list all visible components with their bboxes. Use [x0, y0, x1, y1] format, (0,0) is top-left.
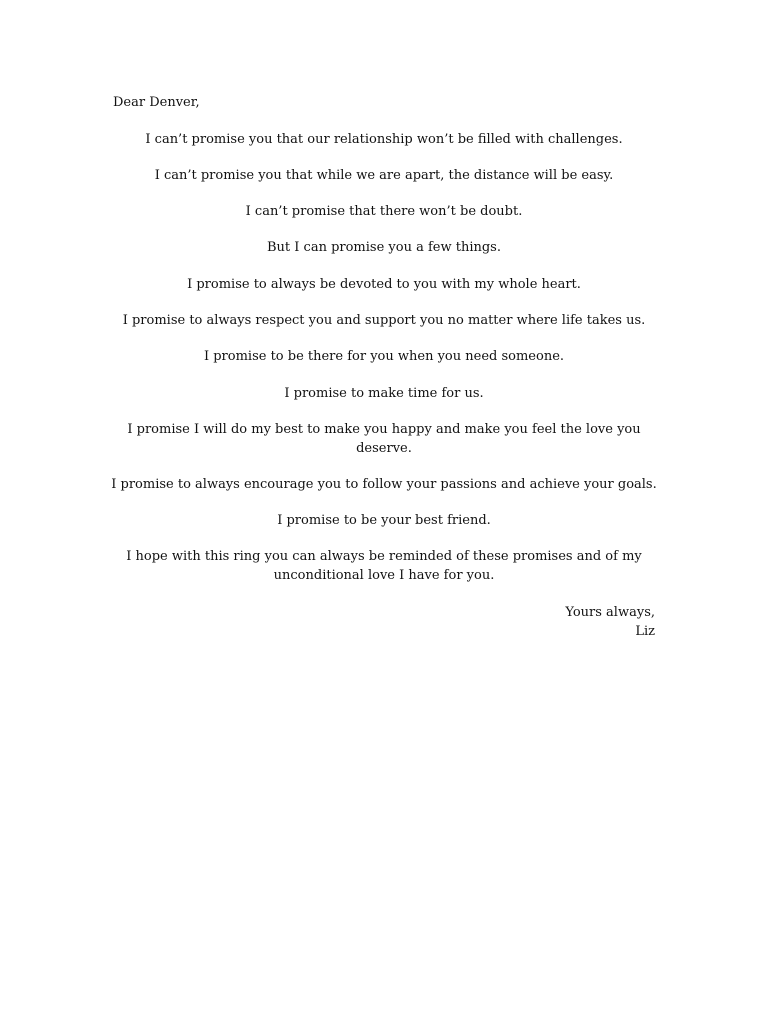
- paragraph: I promise to be there for you when you need someone.: [203, 349, 565, 364]
- paragraph: I promise to always be devoted to you with my whole heart.: [187, 277, 581, 292]
- paragraph: I promise to always respect you and support you no matter where life takes us.: [122, 313, 646, 328]
- paragraph: I promise to always encourage you to follow your passions and achieve your goals.: [111, 477, 657, 492]
- paragraph: But I can promise you a few things.: [266, 240, 501, 255]
- paragraph: I can’t promise you that our relationship won’t be filled with challenges.: [145, 132, 623, 147]
- paragraph: I promise I will do my best to make you happy and make you feel the love you deserve.: [127, 422, 641, 456]
- paragraph: I can’t promise you that while we are apart, the distance will be easy.: [154, 168, 614, 183]
- salutation: Dear Denver,: [113, 95, 200, 110]
- closing: Yours always,: [565, 605, 655, 620]
- paragraph: I can’t promise that there won’t be doubt.: [245, 204, 523, 219]
- paragraph: I hope with this ring you can always be reminded of these promises and of my unconditional love I have for you.: [126, 549, 642, 583]
- paragraph: I promise to be your best friend.: [277, 513, 491, 528]
- paragraph: I promise to make time for us.: [284, 386, 484, 401]
- signature: Liz: [635, 624, 655, 639]
